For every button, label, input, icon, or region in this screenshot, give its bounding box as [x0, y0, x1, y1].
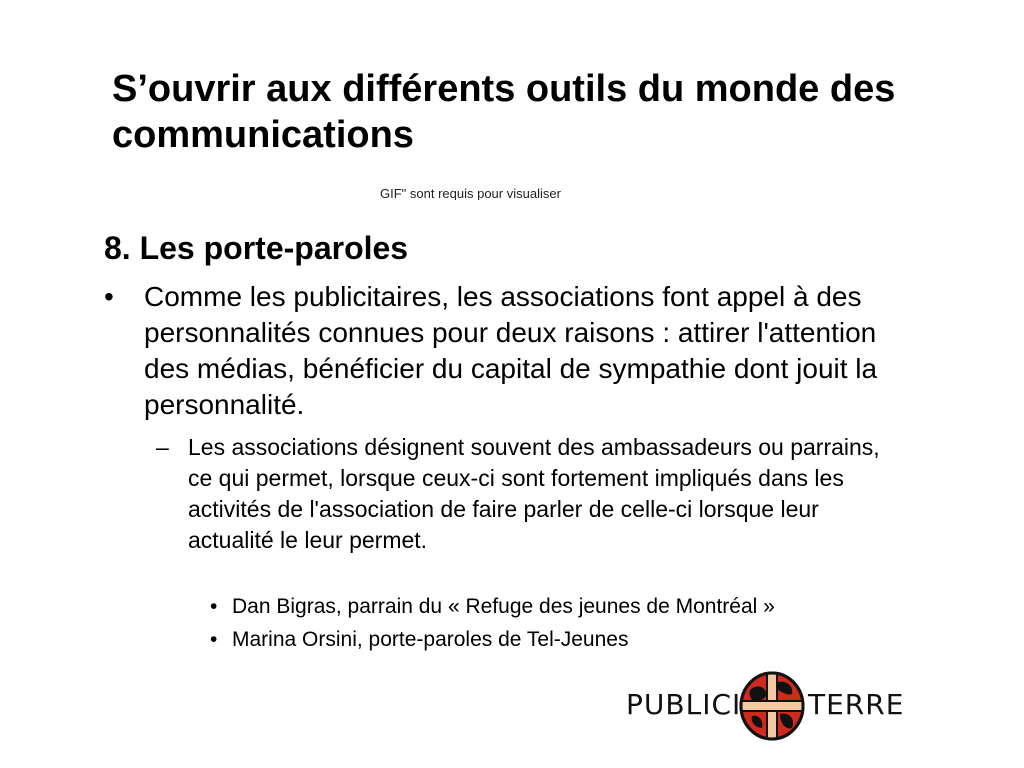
bullet-level3-item	[210, 592, 930, 621]
publiciterre-logo	[620, 668, 920, 744]
bullet-level2	[156, 432, 916, 556]
bullet-level3-text: Marina Orsini, porte-paroles de Tel-Jeunes	[232, 628, 629, 651]
logo-word-left: PUBLICI	[626, 688, 742, 721]
globe-icon	[738, 670, 806, 742]
slide-title: S’ouvrir aux différents outils du monde des communications	[112, 68, 896, 156]
bullet-level3-item	[210, 625, 930, 654]
bullet-marker: •	[210, 595, 218, 618]
bullet-level1	[104, 279, 904, 423]
section-heading: 8. Les porte-paroles	[104, 230, 409, 266]
broken-image-placeholder: GIF" sont requis pour visualiser	[380, 186, 561, 200]
bullet-level2-text: Les associations désignent souvent des ambassadeurs ou parrains, ce qui permet, lorsque ceux-ci sont fortement impliqués dans les activités de l'association de faire parler de celle-ci lorsque leur actualité le leur permet.	[188, 434, 880, 553]
bullet-level3-text: Dan Bigras, parrain du « Refuge des jeunes de Montréal »	[232, 595, 775, 618]
bullet-level1-text: Comme les publicitaires, les associations font appel à des personnalités connues pour deux raisons : attirer l'attention des médias, bénéficier du capital de sympathie dont jouit la personnalité.	[144, 281, 878, 420]
logo-word-right: TERRE	[808, 688, 905, 721]
bullet-marker: •	[210, 628, 218, 651]
dash-marker: –	[156, 434, 169, 460]
bullet-marker: •	[104, 281, 114, 312]
